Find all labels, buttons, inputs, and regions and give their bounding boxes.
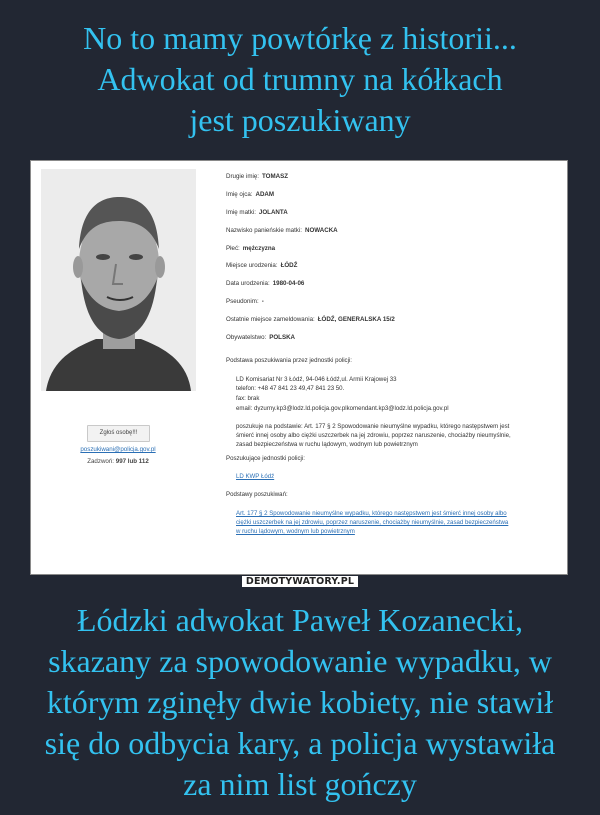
wanted-card — [33, 163, 565, 572]
caption-line-3: którym zginęły dwie kobiety, nie stawił — [46, 684, 554, 720]
field-value: ŁÓDŹ, GENERALSKA 15/2 — [317, 316, 395, 323]
field-value: JOLANTA — [258, 209, 288, 216]
field-second-name — [226, 173, 288, 180]
basis-heading: Podstawa poszukiwania przez jednostki policji: — [226, 357, 353, 364]
field-value: mężczyzna — [242, 245, 276, 252]
field-label: Płeć: — [226, 245, 240, 252]
units-heading: Poszukujące jednostki policji: — [226, 455, 305, 462]
unit-email: email: dyzurny.kp3@lodz.ld.policja.gov.plkomendant.kp3@lodz.ld.policja.gov.pl — [236, 405, 449, 412]
caption-line-5: za nim list gończy — [183, 766, 417, 802]
field-value: ŁÓDŹ — [280, 262, 298, 269]
field-citizenship — [226, 334, 295, 341]
header-title — [0, 18, 600, 141]
grounds-heading: Podstawy poszukiwań: — [226, 491, 288, 498]
suspect-photo — [41, 169, 196, 391]
field-value: NOWACKA — [305, 227, 338, 234]
field-value: 1980-04-06 — [272, 280, 305, 287]
grounds-link-line-1[interactable]: Art. 177 § 2 Spowodowanie nieumyślne wypadku, którego następstwem jest śmierć innej osoby albo — [236, 510, 507, 517]
field-value: POLSKA — [269, 334, 296, 341]
header-line-2: Adwokat od trumny na kółkach — [97, 61, 503, 97]
watermark-text: DEMOTYWATORY.PL — [242, 576, 358, 587]
wanted-basis-line-3: zasad bezpieczeństwa w ruchu lądowym, wodnym lub powietrznym — [236, 441, 418, 448]
field-label: Drugie imię: — [226, 173, 260, 180]
field-label: Pseudonim: — [226, 298, 259, 305]
field-label: Imię ojca: — [226, 191, 253, 198]
caption — [0, 600, 600, 805]
field-label: Miejsce urodzenia: — [226, 262, 278, 269]
call-number: 997 lub 112 — [115, 458, 149, 465]
caption-line-4: się do odbycia kary, a policja wystawiła — [44, 725, 556, 761]
watermark — [0, 576, 600, 587]
field-birthdate — [226, 280, 304, 287]
field-sex — [226, 245, 275, 252]
field-value: ADAM — [255, 191, 275, 198]
header-line-1: No to mamy powtórkę z historii... — [83, 20, 517, 56]
unit-phone: telefon: +48 47 841 23 49,47 841 23 50. — [236, 385, 345, 392]
field-value: TOMASZ — [262, 173, 289, 180]
grounds-link-line-2[interactable]: ciężki uszczerbek na jej zdrowiu, poprzez naruszenie, chociażby nieumyślnie, zasad bezpieczeństwa — [236, 519, 509, 526]
header-line-3: jest poszukiwany — [189, 102, 411, 138]
field-father-name — [226, 191, 274, 198]
field-mother-name — [226, 209, 288, 216]
field-label: Obywatelstwo: — [226, 334, 267, 341]
call-prefix: Zadzwoń: — [87, 458, 115, 465]
report-person-button[interactable]: Zgłoś osobę!!! — [87, 425, 150, 442]
unit-fax: fax: brak — [236, 395, 260, 402]
wanted-basis-line-2: śmierć innej osoby albo ciężki uszczerbek na jej zdrowiu, poprzez naruszenie, chociażby nieumyślnie, — [236, 432, 511, 439]
unit-address: LD Komisariat Nr 3 Łódź, 94-046 Łódź,ul. Armii Krajowej 33 — [236, 376, 397, 383]
field-label: Nazwisko panieńskie matki: — [226, 227, 302, 234]
email-link[interactable]: poszukiwani@policja.gov.pl — [80, 446, 156, 453]
unit-link[interactable]: LD KWP Łódź — [236, 473, 275, 480]
field-mother-maiden-name — [226, 227, 338, 234]
wanted-basis-line-1: poszukuje na podstawie: Art. 177 § 2 Spowodowanie nieumyślne wypadku, którego następstwem jest — [236, 423, 510, 430]
field-value: - — [261, 298, 264, 305]
field-nickname — [226, 298, 264, 305]
call-info — [63, 458, 173, 465]
field-last-address — [226, 316, 395, 323]
field-birthplace — [226, 262, 297, 269]
field-label: Data urodzenia: — [226, 280, 270, 287]
grounds-link-line-3[interactable]: w ruchu lądowym, wodnym lub powietrznym — [236, 528, 355, 535]
caption-line-1: Łódzki adwokat Paweł Kozanecki, — [76, 602, 524, 638]
field-label: Ostatnie miejsce zameldowania: — [226, 316, 315, 323]
field-label: Imię matki: — [226, 209, 256, 216]
caption-line-2: skazany za spowodowanie wypadku, w — [48, 643, 552, 679]
